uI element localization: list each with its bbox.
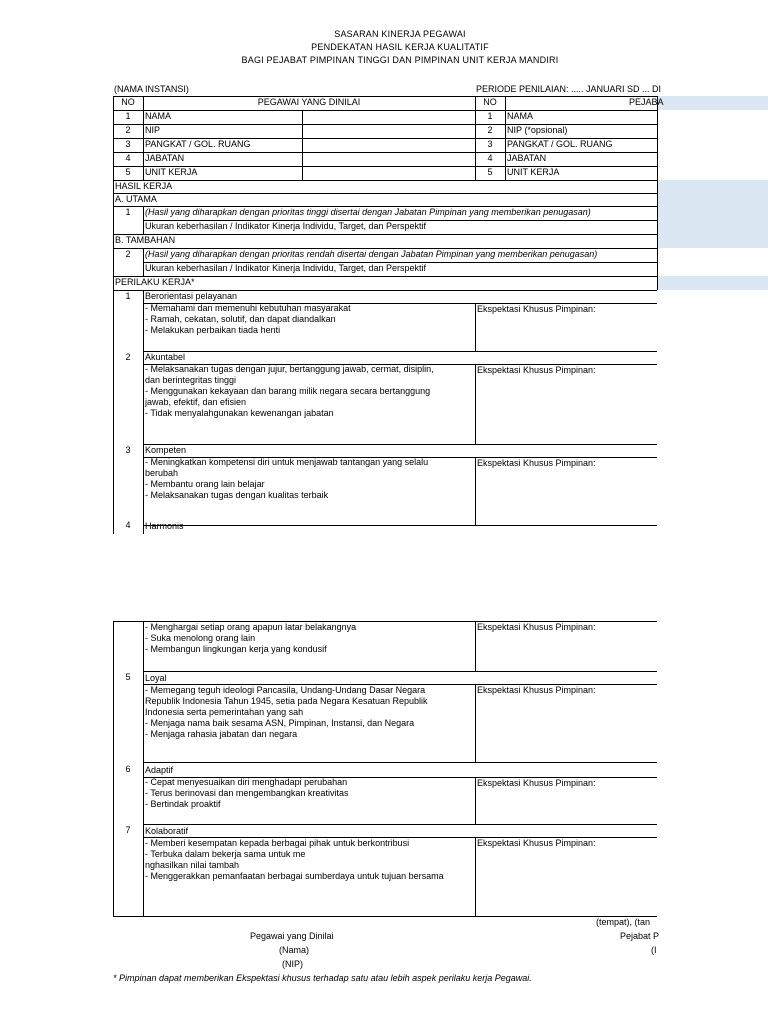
pejabat-label: PANGKAT / GOL. RUANG [507,139,613,149]
perilaku-desc: - Menghargai setiap orang apapun latar belakangnya - Suka menolong orang lain - Membangun lingkungan kerja yang kondusif [145,622,357,654]
perilaku-no: 6 [125,764,131,774]
perilaku-desc: - Memahami dan memenuhi kebutuhan masyarakat - Ramah, cekatan, solutif, dan dapat diandalkan - Melakukan perbaikan tiada henti [145,303,351,335]
pegawai-no: 3 [125,139,131,149]
col-pejabat: PEJABA [629,97,664,107]
title-pendekatan: PENDEKATAN HASIL KERJA KUALITATIF [311,42,489,52]
tambahan-hasil-text: (Hasil yang diharapkan dengan prioritas rendah disertai dengan Jabatan Pimpinan yang memberikan penugasan) [145,249,598,259]
perilaku-title: Loyal [145,673,167,683]
pejabat-no: 5 [487,167,493,177]
perilaku-no: 7 [125,825,131,835]
perilaku-title: Kolaboratif [145,826,189,836]
nama-instansi: (NAMA INSTANSI) [114,84,189,94]
signature-nama-pejabat: (I [651,945,657,955]
ekspektasi-khusus-field[interactable]: Ekspektasi Khusus Pimpinan: [477,304,596,314]
perilaku-no: 5 [125,672,131,682]
title-bagi-pejabat: BAGI PEJABAT PIMPINAN TINGGI DAN PIMPINAN UNIT KERJA MANDIRI [241,55,559,65]
tambahan-no: 2 [125,249,131,259]
pejabat-label: NAMA [507,111,534,121]
section-hasil-kerja: HASIL KERJA [115,181,173,191]
pegawai-no: 5 [125,167,131,177]
pegawai-label: PANGKAT / GOL. RUANG [145,139,251,149]
perilaku-desc: - Meningkatkan kompetensi diri untuk menjawab tantangan yang selalu berubah - Membantu orang lain belajar - Melaksanakan tugas dengan kualitas terbaik [145,457,429,500]
ekspektasi-khusus-field[interactable]: Ekspektasi Khusus Pimpinan: [477,365,596,375]
col-no-pegawai: NO [121,97,135,107]
ekspektasi-khusus-field[interactable]: Ekspektasi Khusus Pimpinan: [477,622,596,632]
signature-pegawai-label: Pegawai yang Dinilai [250,931,334,941]
signature-place-date: (tempat), (tan [596,917,651,927]
perilaku-desc: - Melaksanakan tugas dengan jujur, bertanggung jawab, cermat, disiplin, dan berintegritas tinggi - Menggunakan kekayaan dan barang milik negara secara bertanggung jawab, efektif, dan efisien - Tidak menyalahgunakan kewenangan jabatan [145,364,434,418]
ekspektasi-khusus-field[interactable]: Ekspektasi Khusus Pimpinan: [477,838,596,848]
ekspektasi-khusus-field[interactable]: Ekspektasi Khusus Pimpinan: [477,778,596,788]
pegawai-no: 2 [125,125,131,135]
signature-nip: (NIP) [282,959,303,969]
pegawai-label: NAMA [145,111,172,121]
perilaku-desc: - Cepat menyesuaikan diri menghadapi perubahan - Terus berinovasi dan mengembangkan kreativitas - Bertindak proaktif [145,777,349,809]
utama-hasil-text: (Hasil yang diharapkan dengan prioritas tinggi disertai dengan Jabatan Pimpinan yang memberikan penugasan) [145,207,591,217]
col-pegawai-dinilai: PEGAWAI YANG DINILAI [257,97,361,107]
title-skp: SASARAN KINERJA PEGAWAI [334,29,466,39]
ekspektasi-khusus-field[interactable]: Ekspektasi Khusus Pimpinan: [477,685,596,695]
signature-nama: (Nama) [279,945,310,955]
perilaku-no: 2 [125,352,131,362]
perilaku-desc: - Memberi kesempatan kepada berbagai pihak untuk berkontribusi - Terbuka dalam bekerja sama untuk me nghasilkan nilai tambah - Menggerakkan pemanfaatan berbagai sumberdaya untuk tujuan bersama [145,838,444,881]
section-perilaku-kerja: PERILAKU KERJA* [115,277,195,287]
pegawai-no: 4 [125,153,131,163]
periode-penilaian: PERIODE PENILAIAN: ..... JANUARI SD ... DI [476,84,662,94]
perilaku-title: Akuntabel [145,352,186,362]
pejabat-no: 1 [487,111,493,121]
perilaku-title: Adaptif [145,765,174,775]
utama-ukuran: Ukuran keberhasilan / Indikator Kinerja Individu, Target, dan Perspektif [145,221,426,231]
pejabat-no: 2 [487,125,493,135]
right-band-header [657,96,768,110]
pejabat-label: NIP (*opsional) [507,125,568,135]
perilaku-desc: - Memegang teguh ideologi Pancasila, Undang-Undang Dasar Negara Republik Indonesia Tahun 1945, setia pada Negara Kesatuan Republik Indonesia serta pemerintahan yang sah - Menjaga nama baik sesama ASN, Pimpinan, Instansi, dan Negara - Menjaga rahasia jabatan dan negara [145,685,428,739]
col-no-pejabat: NO [483,97,497,107]
perilaku-no: 1 [125,291,131,301]
pegawai-label: NIP [145,125,161,135]
perilaku-title: Harmonis [145,521,184,531]
pegawai-label: UNIT KERJA [145,167,198,177]
right-band-hasil [657,180,768,234]
pejabat-label: UNIT KERJA [507,167,560,177]
perilaku-no: 3 [125,445,131,455]
tambahan-ukuran: Ukuran keberhasilan / Indikator Kinerja Individu, Target, dan Perspektif [145,263,426,273]
right-band-perilaku [657,276,768,290]
ekspektasi-khusus-field[interactable]: Ekspektasi Khusus Pimpinan: [477,458,596,468]
pejabat-no: 3 [487,139,493,149]
perilaku-title: Kompeten [145,445,187,455]
pejabat-label: JABATAN [507,153,547,163]
perilaku-title: Berorientasi pelayanan [145,291,238,301]
right-band-tambahan [657,234,768,248]
pegawai-no: 1 [125,111,131,121]
section-utama: A. UTAMA [115,194,157,204]
perilaku-no: 4 [125,520,131,530]
signature-pejabat-label: Pejabat P [620,931,660,941]
footnote: * Pimpinan dapat memberikan Ekspektasi khusus terhadap satu atau lebih aspek perilaku kerja Pegawai. [113,973,532,983]
utama-no: 1 [125,207,131,217]
pejabat-no: 4 [487,153,493,163]
section-tambahan: B. TAMBAHAN [115,235,176,245]
pegawai-label: JABATAN [145,153,185,163]
